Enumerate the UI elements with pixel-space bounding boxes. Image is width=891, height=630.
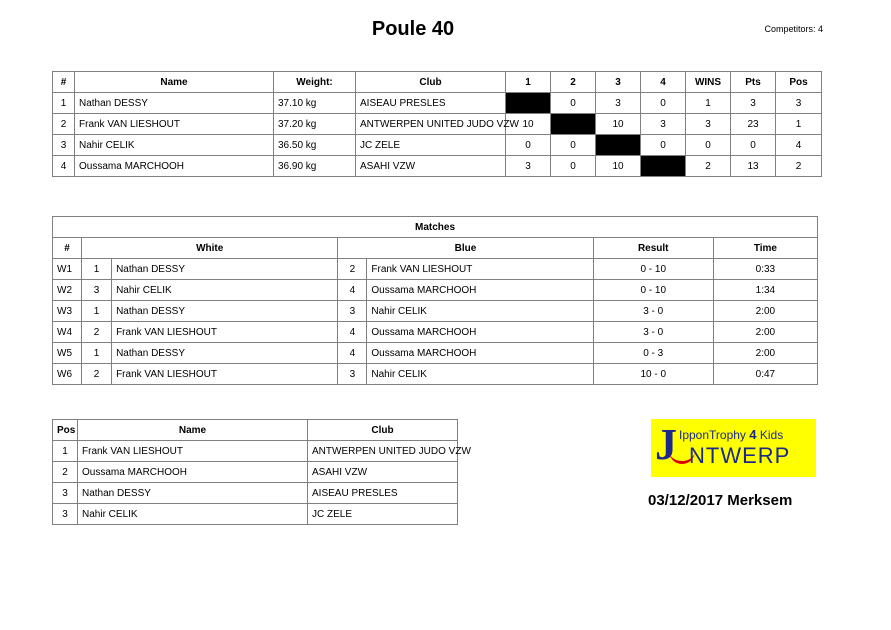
pool-header-weight: Weight: — [274, 72, 356, 93]
match-cell-blue-name: Nahir CELIK — [367, 364, 593, 385]
pool-cell-name: Nathan DESSY — [75, 93, 274, 114]
pool-cell-wins: 0 — [686, 135, 731, 156]
ranking-header-row — [53, 420, 458, 441]
ranking-cell-pos: 3 — [53, 483, 78, 504]
match-row — [53, 322, 818, 343]
match-cell-blue-num: 4 — [338, 280, 367, 301]
pool-cell-weight: 37.10 kg — [274, 93, 356, 114]
pool-cell-score: 10 — [596, 156, 641, 177]
match-cell-result: 3 - 0 — [593, 322, 713, 343]
pool-header-club: Club — [356, 72, 506, 93]
logo-letter: J — [655, 420, 677, 469]
match-cell-white-num: 2 — [82, 364, 112, 385]
pool-cell-score: 0 — [641, 135, 686, 156]
match-cell-id: W1 — [53, 259, 82, 280]
match-cell-blue-num: 4 — [338, 343, 367, 364]
pool-cell-wins: 3 — [686, 114, 731, 135]
pool-cell-self — [641, 156, 686, 177]
pool-cell-weight: 37.20 kg — [274, 114, 356, 135]
match-cell-time: 0:33 — [713, 259, 817, 280]
pool-header-pos: Pos — [776, 72, 822, 93]
pool-row — [53, 135, 822, 156]
pool-cell-self — [506, 93, 551, 114]
pool-row — [53, 93, 822, 114]
match-cell-blue-num: 3 — [338, 364, 367, 385]
ranking-row — [53, 441, 458, 462]
ranking-cell-pos: 1 — [53, 441, 78, 462]
match-row — [53, 280, 818, 301]
match-cell-blue-name: Nahir CELIK — [367, 301, 593, 322]
match-cell-white-name: Nathan DESSY — [112, 343, 338, 364]
ranking-table — [52, 419, 471, 525]
match-cell-white-name: Nahir CELIK — [112, 280, 338, 301]
pool-cell-pts: 23 — [731, 114, 776, 135]
pool-cell-num: 1 — [53, 93, 75, 114]
pool-row — [53, 114, 822, 135]
match-cell-result: 10 - 0 — [593, 364, 713, 385]
page-title: Poule 40 — [371, 18, 455, 40]
pool-row — [53, 156, 822, 177]
match-cell-blue-num: 4 — [338, 322, 367, 343]
matches-header-row — [53, 238, 818, 259]
pool-cell-pts: 13 — [731, 156, 776, 177]
match-cell-blue-name: Frank VAN LIESHOUT — [367, 259, 593, 280]
pool-header-pts: Pts — [731, 72, 776, 93]
pool-cell-num: 3 — [53, 135, 75, 156]
competitors-count: Competitors: 4 — [764, 24, 823, 34]
pool-cell-score: 10 — [506, 114, 551, 135]
match-cell-blue-name: Oussama MARCHOOH — [367, 280, 593, 301]
pool-cell-pts: 3 — [731, 93, 776, 114]
pool-cell-pos: 4 — [776, 135, 822, 156]
pool-header-name: Name — [75, 72, 274, 93]
pool-cell-club: ANTWERPEN UNITED JUDO VZW — [356, 114, 506, 135]
match-cell-white-name: Nathan DESSY — [112, 259, 338, 280]
pool-header-m3: 3 — [596, 72, 641, 93]
pool-cell-wins: 1 — [686, 93, 731, 114]
ranking-cell-name: Frank VAN LIESHOUT — [78, 441, 308, 462]
match-cell-result: 0 - 10 — [593, 259, 713, 280]
pool-cell-score: 0 — [551, 135, 596, 156]
pool-cell-weight: 36.50 kg — [274, 135, 356, 156]
match-cell-result: 3 - 0 — [593, 301, 713, 322]
pool-header-wins: WINS — [686, 72, 731, 93]
match-cell-id: W6 — [53, 364, 82, 385]
event-date-location: 03/12/2017 Merksem — [648, 492, 793, 509]
match-cell-id: W2 — [53, 280, 82, 301]
pool-cell-score: 10 — [596, 114, 641, 135]
pool-cell-club: AISEAU PRESLES — [356, 93, 506, 114]
matches-header-id: # — [53, 238, 82, 259]
pool-cell-name: Nahir CELIK — [75, 135, 274, 156]
pool-cell-self — [551, 114, 596, 135]
matches-header-white: White — [82, 238, 338, 259]
match-cell-blue-name: Oussama MARCHOOH — [367, 343, 593, 364]
matches-caption-row — [53, 217, 818, 238]
match-cell-time: 1:34 — [713, 280, 817, 301]
match-cell-white-num: 1 — [82, 301, 112, 322]
match-cell-blue-name: Oussama MARCHOOH — [367, 322, 593, 343]
matches-table — [52, 216, 818, 385]
pool-cell-score: 0 — [506, 135, 551, 156]
match-row — [53, 301, 818, 322]
logo-city: NTWERP — [689, 443, 791, 468]
ranking-cell-name: Nathan DESSY — [78, 483, 308, 504]
match-cell-id: W4 — [53, 322, 82, 343]
match-cell-blue-num: 2 — [338, 259, 367, 280]
ranking-cell-name: Oussama MARCHOOH — [78, 462, 308, 483]
logo-brand: IpponTrophy 4 Kids — [679, 427, 784, 442]
pool-cell-score: 0 — [551, 93, 596, 114]
pool-cell-score: 0 — [641, 93, 686, 114]
pool-cell-score: 3 — [596, 93, 641, 114]
match-cell-id: W5 — [53, 343, 82, 364]
match-cell-white-num: 3 — [82, 280, 112, 301]
pool-cell-pos: 1 — [776, 114, 822, 135]
match-cell-id: W3 — [53, 301, 82, 322]
match-cell-time: 2:00 — [713, 322, 817, 343]
ranking-header-pos: Pos — [53, 420, 78, 441]
match-row — [53, 259, 818, 280]
match-row — [53, 364, 818, 385]
pool-cell-name: Frank VAN LIESHOUT — [75, 114, 274, 135]
ranking-row — [53, 483, 458, 504]
ranking-cell-pos: 3 — [53, 504, 78, 525]
ranking-cell-club: ASAHI VZW — [308, 462, 458, 483]
pool-header-m2: 2 — [551, 72, 596, 93]
pool-cell-pos: 3 — [776, 93, 822, 114]
pool-header-row — [53, 72, 822, 93]
pool-table — [52, 71, 822, 177]
ranking-header-club: Club — [308, 420, 458, 441]
match-cell-white-num: 1 — [82, 343, 112, 364]
ranking-header-name: Name — [78, 420, 308, 441]
match-cell-white-num: 2 — [82, 322, 112, 343]
matches-header-time: Time — [713, 238, 817, 259]
ranking-row — [53, 504, 458, 525]
match-cell-white-name: Nathan DESSY — [112, 301, 338, 322]
pool-cell-club: ASAHI VZW — [356, 156, 506, 177]
match-row — [53, 343, 818, 364]
pool-cell-pts: 0 — [731, 135, 776, 156]
pool-cell-num: 4 — [53, 156, 75, 177]
pool-header-m4: 4 — [641, 72, 686, 93]
pool-cell-wins: 2 — [686, 156, 731, 177]
match-cell-white-name: Frank VAN LIESHOUT — [112, 364, 338, 385]
pool-cell-name: Oussama MARCHOOH — [75, 156, 274, 177]
ranking-cell-club: JC ZELE — [308, 504, 458, 525]
ranking-cell-club: AISEAU PRESLES — [308, 483, 458, 504]
pool-cell-self — [596, 135, 641, 156]
pool-cell-score: 0 — [551, 156, 596, 177]
match-cell-time: 2:00 — [713, 343, 817, 364]
pool-cell-score: 3 — [506, 156, 551, 177]
matches-header-result: Result — [593, 238, 713, 259]
ranking-cell-pos: 2 — [53, 462, 78, 483]
match-cell-white-name: Frank VAN LIESHOUT — [112, 322, 338, 343]
match-cell-result: 0 - 10 — [593, 280, 713, 301]
pool-cell-club: JC ZELE — [356, 135, 506, 156]
pool-cell-num: 2 — [53, 114, 75, 135]
pool-cell-score: 3 — [641, 114, 686, 135]
pool-cell-weight: 36.90 kg — [274, 156, 356, 177]
pool-cell-pos: 2 — [776, 156, 822, 177]
ranking-row — [53, 462, 458, 483]
matches-header-blue: Blue — [338, 238, 593, 259]
match-cell-white-num: 1 — [82, 259, 112, 280]
match-cell-blue-num: 3 — [338, 301, 367, 322]
ippon-trophy-logo — [651, 419, 816, 477]
match-cell-result: 0 - 3 — [593, 343, 713, 364]
ranking-cell-club: ANTWERPEN UNITED JUDO VZW — [308, 441, 458, 462]
match-cell-time: 0:47 — [713, 364, 817, 385]
match-cell-time: 2:00 — [713, 301, 817, 322]
ranking-cell-name: Nahir CELIK — [78, 504, 308, 525]
pool-header-m1: 1 — [506, 72, 551, 93]
pool-header-num: # — [53, 72, 75, 93]
matches-caption: Matches — [53, 217, 818, 238]
